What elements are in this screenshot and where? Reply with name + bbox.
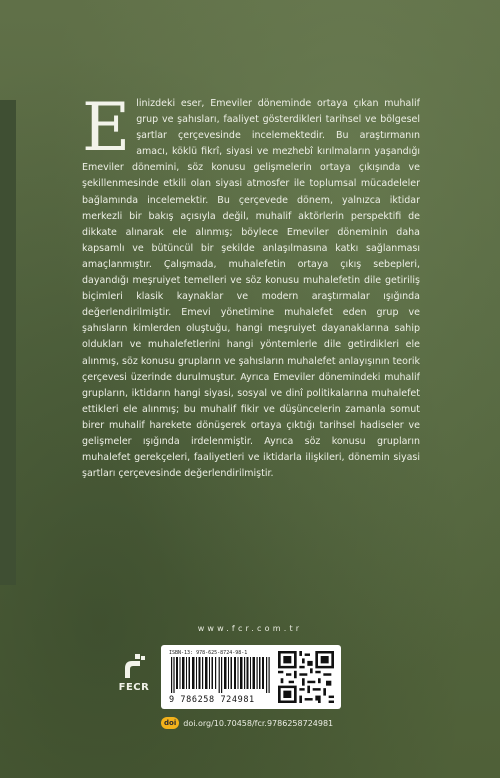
doi-badge-icon: doi <box>161 717 179 729</box>
left-edge-band <box>0 100 16 585</box>
publisher-logo-icon <box>121 652 147 680</box>
website-url: www.fcr.com.tr <box>197 624 303 633</box>
back-cover-blurb <box>82 96 420 586</box>
barcode-card <box>161 645 341 709</box>
doi-text: doi.org/10.70458/fcr.9786258724981 <box>183 718 334 728</box>
barcode-icon <box>171 657 271 693</box>
publisher-logo <box>112 652 156 693</box>
isbn-label: ISBN-13: 978-625-8724-98-1 <box>169 650 248 656</box>
drop-cap: E <box>82 96 131 166</box>
publisher-logo-text: FECR <box>118 682 150 693</box>
doi-link[interactable] <box>161 716 333 730</box>
qr-code-icon <box>278 651 334 703</box>
blurb-text: linizdeki eser, Emeviler döneminde ortaya çıkan muhalif grup ve şahısları, faaliyet gösterdikleri tarihsel ve bölgesel şartlar çerçevesinde incelemektedir. Bu araştırmanın amacı, köklü fikrî, siyasi ve mezhebî kırılmaların yaşandığı Emeviler dönemini, söz konusu gelişmelerin ortaya çıkışında ve şekillenmesinde etkili olan siyasi atmosfer ile toplumsal mücadeleler bağlamında incelemektir. Bu çerçevede dönem, yalnızca iktidar merkezli bir bakış açısıyla değil, muhalif aktörlerin perspektifi de dikkate alınarak ele alınmış; böylece Emeviler döneminin daha kapsamlı ve bütüncül bir şekilde anlaşılmasına katkı sağlanması amaçlanmıştır. Çalışmada, muhalefetin ortaya çıkış sebepleri, dayandığı meşruiyet temelleri ve söz konusu muhalefetin dile getiriliş biçimleri klasik kaynaklar ve modern araştırmalar ışığında değerlendirilmiştir. Emevi yönetimine muhalefet eden grup ve şahısların kimlerden oluştuğu, hangi meşruiyet dayanaklarına sahip oldukları ve muhalefetlerini hangi yöntemlerle dile getirdikleri ele alınmış, söz konusu grupların ve şahısların muhalefet anlayışının teorik çerçevesi üzerinde durulmuştur. Ayrıca Emeviler dönemindeki muhalif grupların, iktidarın hangi siyasi, sosyal ve dinî politikalarına muhalefet ettikleri ele alınmış; bu muhalif fikir ve düşüncelerin zamanla somut birer muhalif harekete dönüşerek ortaya çıktığı tarihsel hadiseler ve gelişmeler ışığında irdelenmiştir. Ayrıca söz konusu grupların muhalefet gerekçeleri, faaliyetleri ve iktidarla ilişkileri, dönemin siyasi şartları çerçevesinde değerlendirilmiştir. <box>82 98 420 480</box>
isbn-digits: 9 786258 724981 <box>169 695 255 705</box>
